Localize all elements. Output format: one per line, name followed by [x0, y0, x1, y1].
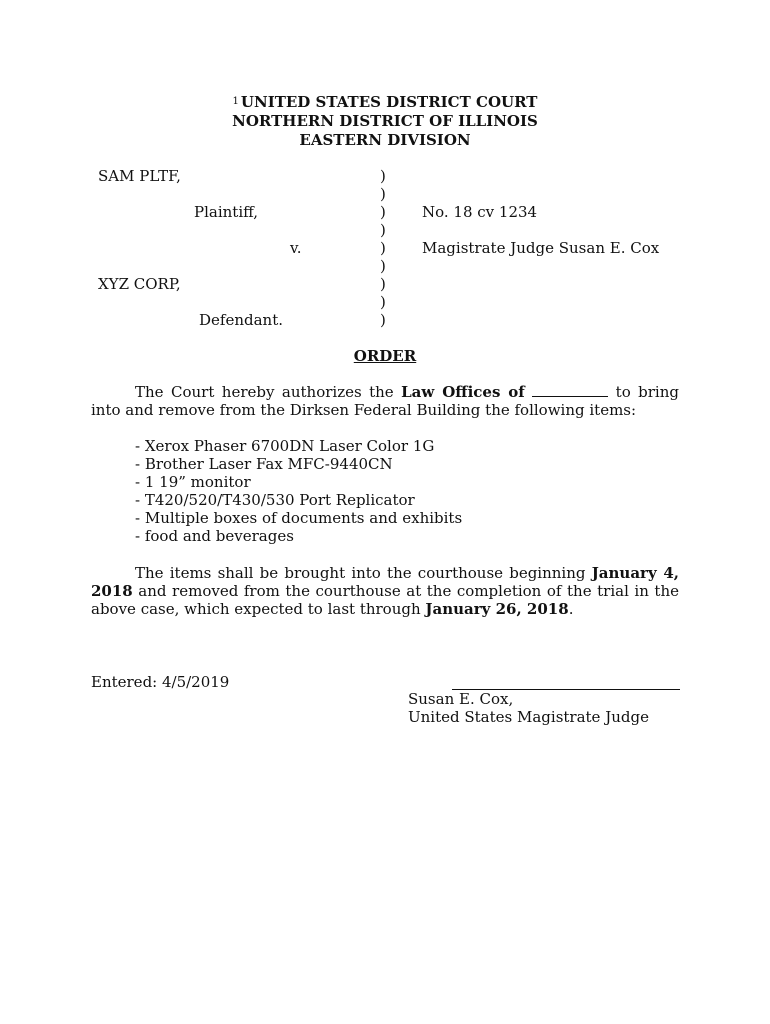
- signer-name: Susan E. Cox,: [408, 690, 514, 708]
- caption-paren: ): [380, 257, 386, 275]
- entered-date: Entered: 4/5/2019: [91, 673, 230, 691]
- items-list: [135, 437, 462, 545]
- defendant-name: XYZ CORP,: [98, 275, 181, 293]
- caption-paren: ): [380, 275, 386, 293]
- caption-paren: ): [380, 293, 386, 311]
- order-title: ORDER: [353, 347, 417, 365]
- authorization-paragraph: The Court hereby authorizes the Law Offices of to bring into and remove from the Dirksen Federal Building the following items:: [91, 383, 679, 419]
- plaintiff-name: SAM PLTF,: [98, 167, 181, 185]
- defendant-role: Defendant.: [199, 311, 283, 329]
- list-item: - Multiple boxes of documents and exhibits: [135, 509, 463, 527]
- court-header: [0, 93, 770, 150]
- caption-paren: ): [380, 239, 386, 257]
- plaintiff-role: Plaintiff,: [194, 203, 259, 221]
- list-item: - 1 19” monitor: [135, 473, 251, 491]
- schedule-paragraph: The items shall be brought into the courthouse beginning January 4, 2018 and removed from the courthouse at the completion of the trial in the above case, which expected to last through January 26, 2018.: [91, 564, 679, 618]
- caption-paren: ): [380, 203, 386, 221]
- versus-label: v.: [290, 239, 302, 257]
- district-name: NORTHERN DISTRICT OF ILLINOIS: [232, 112, 538, 130]
- case-number: No. 18 cv 1234: [422, 203, 538, 221]
- caption-paren: ): [380, 185, 386, 203]
- law-offices-label: Law Offices of: [401, 383, 525, 401]
- judge-name: Magistrate Judge Susan E. Cox: [422, 239, 660, 257]
- caption-paren: ): [380, 221, 386, 239]
- caption-paren: ): [380, 167, 386, 185]
- caption-parentheses: [380, 167, 386, 329]
- list-item: - Brother Laser Fax MFC-9440CN: [135, 455, 393, 473]
- law-office-blank: [532, 384, 608, 397]
- court-name: UNITED STATES DISTRICT COURT: [240, 93, 538, 111]
- end-date: January 26, 2018: [425, 600, 569, 618]
- list-item: - Xerox Phaser 6700DN Laser Color 1G: [135, 437, 435, 455]
- division-name: EASTERN DIVISION: [299, 131, 471, 149]
- caption-paren: ): [380, 311, 386, 329]
- signer-title: United States Magistrate Judge: [408, 708, 649, 726]
- list-item: - T420/520/T430/530 Port Replicator: [135, 491, 415, 509]
- footnote-marker: 1: [232, 96, 239, 107]
- start-date: January 4, 2018: [91, 564, 679, 600]
- list-item: - food and beverages: [135, 527, 294, 545]
